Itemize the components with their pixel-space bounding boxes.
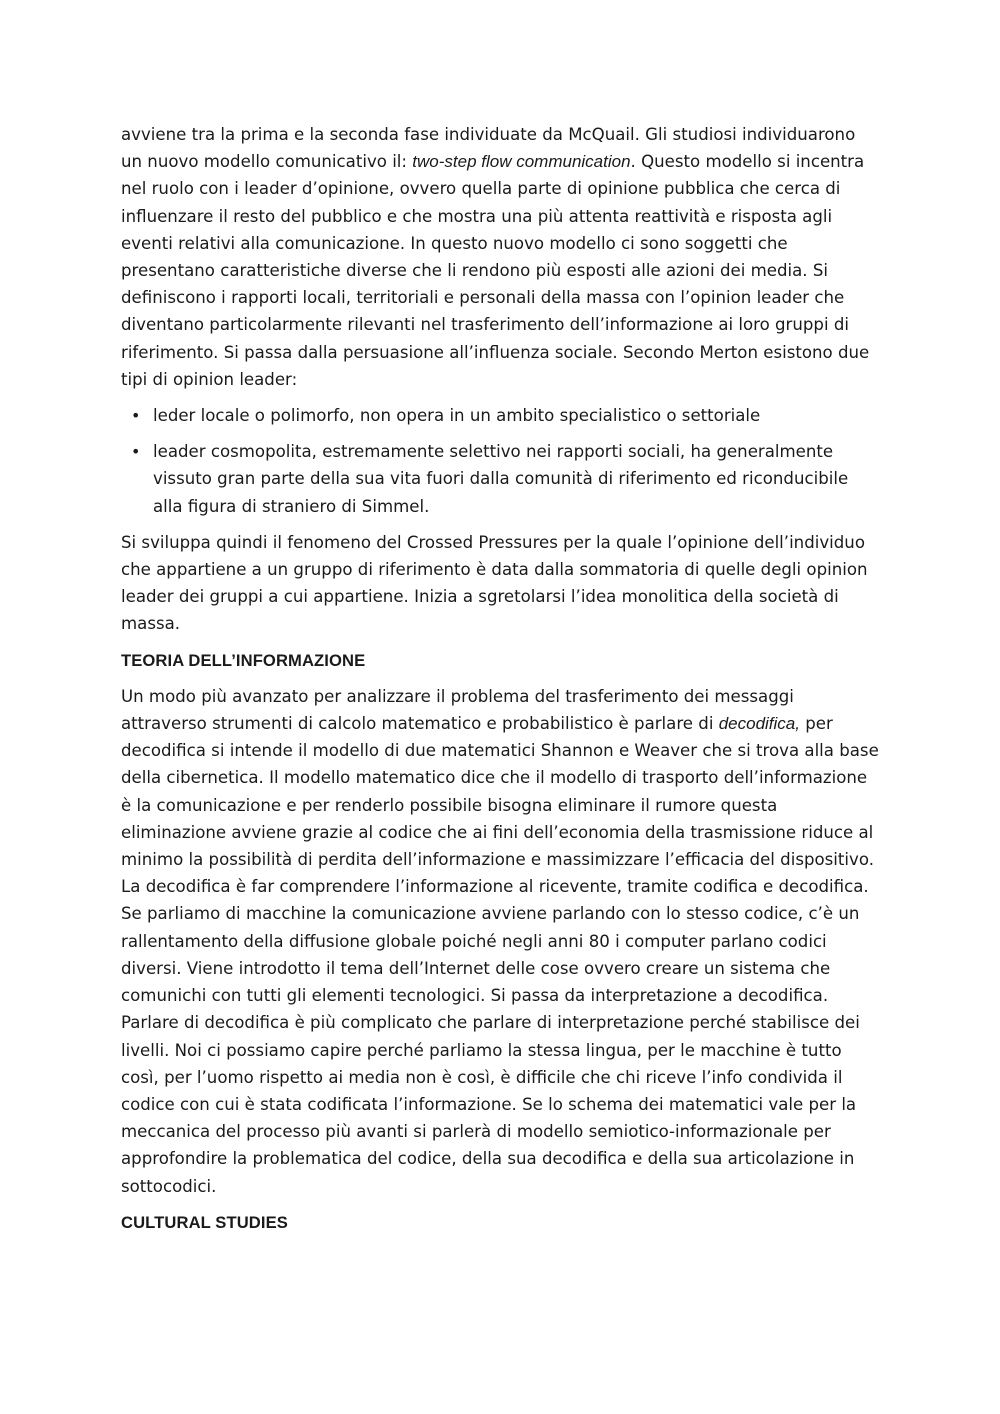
paragraph-text: avviene tra la prima e la seconda fase individuate da McQuail. Gli studiosi individuarono un nuovo modello comunicativo il: <box>121 125 856 172</box>
document-page <box>121 121 881 1245</box>
list-item-text: leader cosmopolita, estremamente selettivo nei rapporti sociali, ha generalmente vissuto gran parte della sua vita fuori dalla comunità di riferimento ed riconducibile alla figura di straniero di Simmel. <box>153 442 849 516</box>
paragraph-crossed-pressures: Si sviluppa quindi il fenomeno del Crossed Pressures per la quale l’opinione dell’individuo che appartiene a un gruppo di riferimento è data dalla sommatoria di quelle degli opinion leader dei gruppi a cui appartiene. Inizia a sgretolarsi l’idea monolitica della società di massa. <box>121 532 868 634</box>
section-heading-cultural-studies: CULTURAL STUDIES <box>121 1212 288 1232</box>
section-heading-teoria-informazione: TEORIA DELL’INFORMAZIONE <box>121 650 366 670</box>
emphasis-decodifica: decodifica, <box>718 714 800 734</box>
paragraph-two-step-flow <box>121 121 881 393</box>
bullet-icon: • <box>131 406 141 426</box>
list-item-text: leder locale o polimorfo, non opera in un ambito specialistico o settoriale <box>153 406 761 426</box>
paragraph-teoria-informazione <box>121 683 881 1200</box>
paragraph-text: per decodifica si intende il modello di due matematici Shannon e Weaver che si trova alla base della cibernetica. Il modello matematico dice che il modello di trasporto dell’informazione è la comunicazione e per renderlo possibile bisogna eliminare il rumore questa eliminazione avviene grazie al codice che ai fini dell’economia della trasmissione riduce al minimo la possibilità di perdita dell’informazione e massimizzare l’efficacia del dispositivo. La decodifica è far comprendere l’informazione al ricevente, tramite codifica e decodifica. Se parliamo di macchine la comunicazione avviene parlando con lo stesso codice, c’è un rallentamento della diffusione globale poiché negli anni 80 i computer parlano codici diversi. Viene introdotto il tema dell’Internet delle cose ovvero creare un sistema che comunichi con tutti gli elementi tecnologici. Si passa da interpretazione a decodifica. Parlare di decodifica è più complicato che parlare di interpretazione perché stabilisce dei livelli. Noi ci possiamo capire perché parliamo la stessa lingua, per le macchine è tutto così, per l’uomo rispetto ai media non è così, è difficile che chi riceve l’info condivida il codice con cui è stata codificata l’informazione. Se lo schema dei matematici vale per la meccanica del processo più avanti si parlerà di modello semiotico-informazionale per approfondire la problematica del codice, della sua decodifica e della sua articolazione in sottocodici. <box>121 714 879 1196</box>
list-item <box>121 402 881 429</box>
paragraph-text: . Questo modello si incentra nel ruolo con i leader d’opinione, ovvero quella parte di opinione pubblica che cerca di influenzare il resto del pubblico e che mostra una più attenta reattività e risposta agli eventi relativi alla comunicazione. In questo nuovo modello ci sono soggetti che presentano caratteristiche diverse che li rendono più esposti alle azioni dei media. Si definiscono i rapporti locali, territoriali e personali della massa con l’opinion leader che diventano particolarmente rilevanti nel trasferimento dell’informazione ai loro gruppi di riferimento. Si passa dalla persuasione all’influenza sociale. Secondo Merton esistono due tipi di opinion leader: <box>121 152 870 389</box>
emphasis-two-step-flow: two-step flow communication <box>412 152 631 172</box>
bullet-icon: • <box>131 442 141 462</box>
list-item <box>121 438 881 520</box>
paragraph-text: Un modo più avanzato per analizzare il problema del trasferimento dei messaggi attraverso strumenti di calcolo matematico e probabilistico è parlare di <box>121 686 794 734</box>
opinion-leader-list <box>121 402 881 520</box>
